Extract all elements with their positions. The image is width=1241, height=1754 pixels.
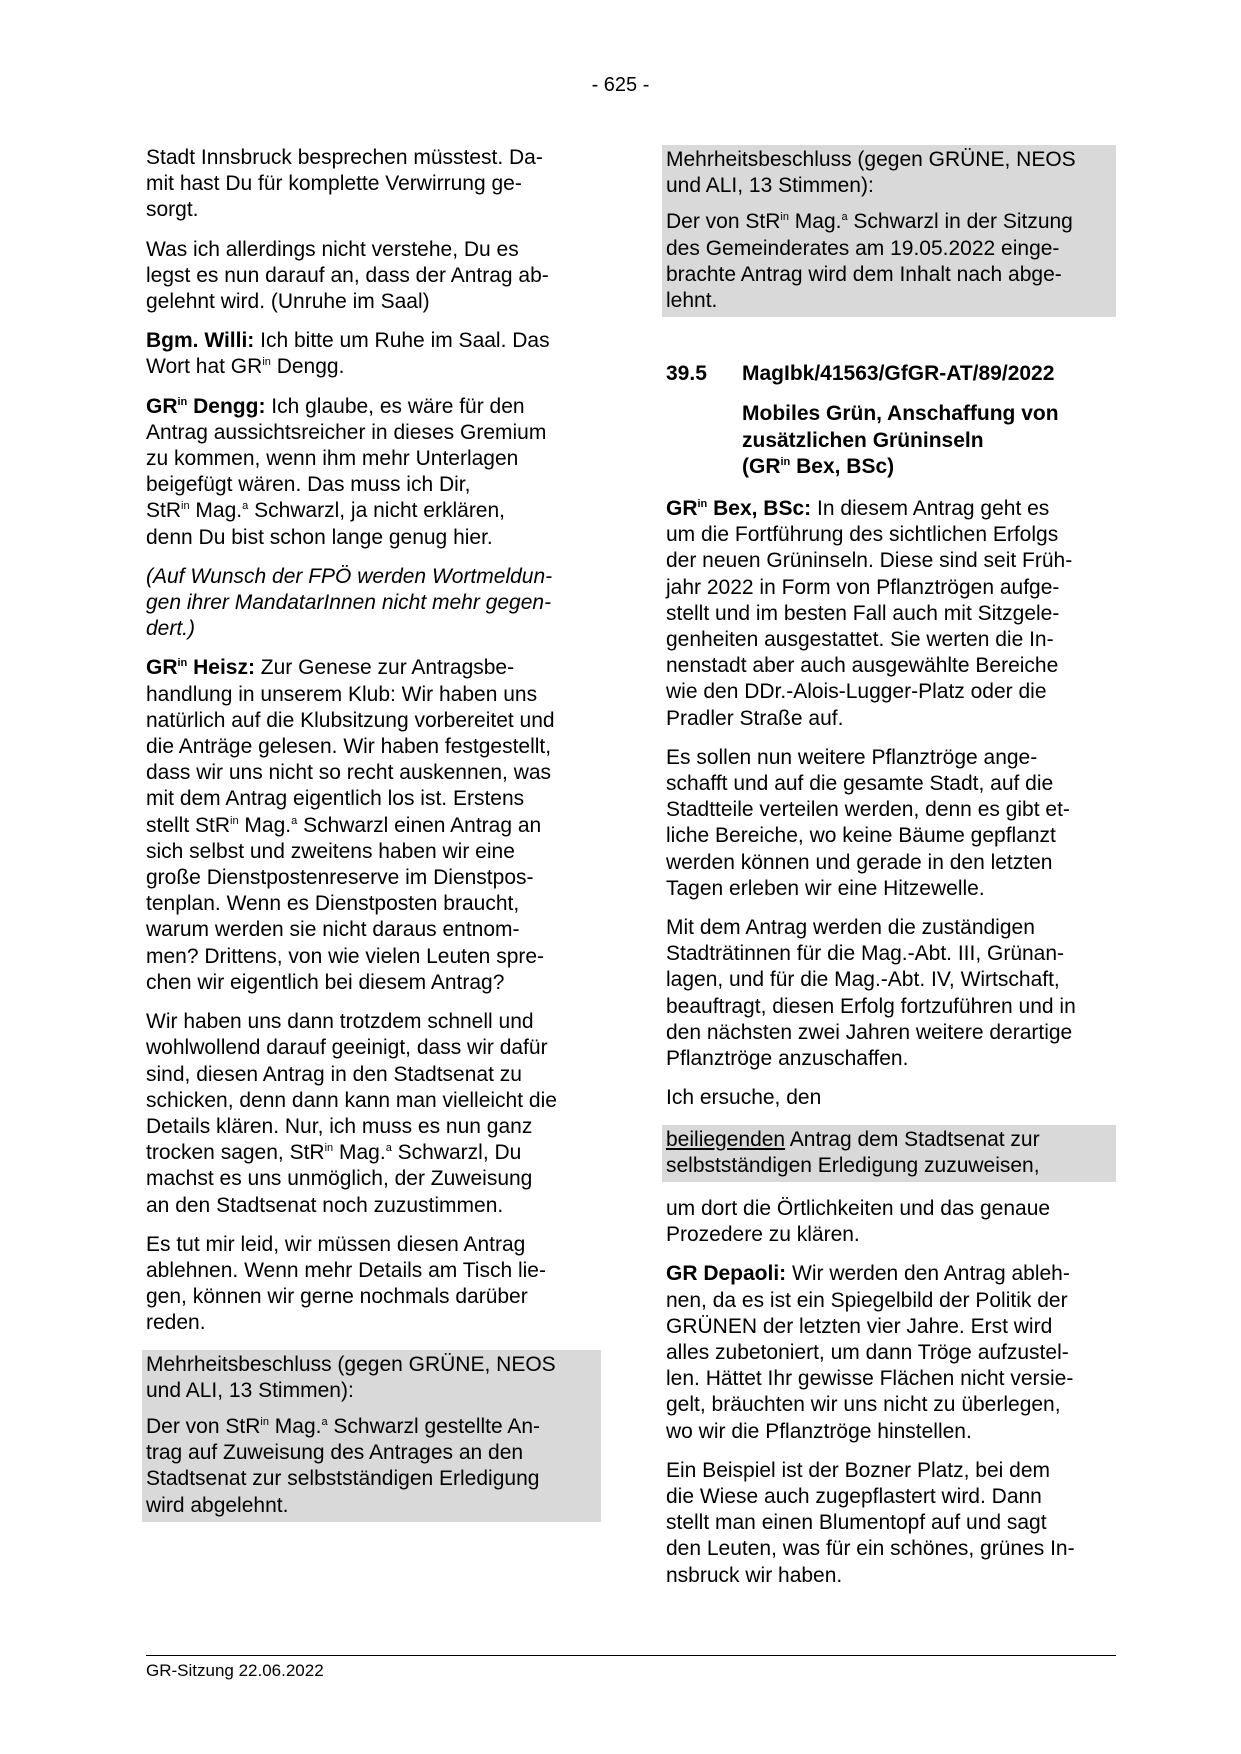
text-line: wird abgelehnt. xyxy=(146,1493,289,1517)
text-line: machst es uns unmöglich, der Zuweisung xyxy=(146,1167,533,1191)
text-line: handlung in unserem Klub: Wir haben uns xyxy=(146,682,538,706)
text-line: wie den DDr.-Alois-Lugger-Platz oder die xyxy=(666,680,1047,704)
text-line: Es sollen nun weitere Pflanztröge ange- xyxy=(666,745,1038,769)
text-line: men? Drittens, von wie vielen Leuten spre- xyxy=(146,944,545,968)
footer-rule xyxy=(146,1655,1116,1656)
text-line: warum werden sie nicht daraus entnom- xyxy=(146,918,520,942)
text-line: Details klären. Nur, ich muss es nun ganz xyxy=(146,1114,533,1138)
right-column xyxy=(666,145,1116,1589)
text-line: und ALI, 13 Stimmen): xyxy=(146,1378,354,1402)
text-line: len. Hättet Ihr gewisse Flächen nicht versie- xyxy=(666,1367,1074,1391)
text-line: legst es nun darauf an, dass der Antrag ab- xyxy=(146,263,549,287)
text-line: GR Depaoli: Wir werden den Antrag ableh- xyxy=(666,1262,1070,1286)
text-line: selbstständigen Erledigung zuzuweisen, xyxy=(666,1153,1040,1177)
text-line: Tagen erleben wir eine Hitzewelle. xyxy=(666,876,985,900)
agenda-item-code: MagIbk/41563/GfGR-AT/89/2022 xyxy=(742,362,1055,386)
text-line: trocken sagen, StR$^{in}$ Mag.$^a$ Schwarzl, Du xyxy=(146,1141,522,1165)
text-line: schafft und auf die gesamte Stadt, auf die xyxy=(666,772,1054,796)
text-line: stellt man einen Blumentopf auf und sagt xyxy=(666,1511,1047,1535)
text-line: jahr 2022 in Form von Pflanztrögen aufge- xyxy=(666,575,1060,599)
text-line: Ein Beispiel ist der Bozner Platz, bei dem xyxy=(666,1458,1051,1482)
spacer xyxy=(666,331,1116,361)
text-line: beiliegenden Antrag dem Stadtsenat zur xyxy=(666,1127,1040,1151)
page-number: - 625 - xyxy=(591,74,650,96)
text-line: die Wiese auch zugepflastert wird. Dann xyxy=(666,1484,1042,1508)
text-line: Bgm. Willi: Ich bitte um Ruhe im Saal. Das xyxy=(146,329,550,353)
text-line: um die Fortführung des sichtlichen Erfolgs xyxy=(666,523,1059,547)
text-line: stellt und im besten Fall auch mit Sitzgele- xyxy=(666,601,1060,625)
motion-box xyxy=(662,1125,1116,1182)
text-line: wo wir die Pflanztröge hinstellen. xyxy=(666,1419,972,1443)
text-line: ablehnen. Wenn mehr Details am Tisch lie- xyxy=(146,1258,546,1282)
text-line: Mehrheitsbeschluss (gegen GRÜNE, NEOS xyxy=(146,1352,556,1376)
footer-session-date: GR-Sitzung 22.06.2022 xyxy=(146,1661,324,1680)
paragraph-intro xyxy=(146,145,601,224)
text-line: Wir haben uns dann trotzdem schnell und xyxy=(146,1010,534,1034)
paragraph-assignment xyxy=(666,915,1116,1072)
paragraph-request xyxy=(666,1085,1116,1111)
text-line: gen ihrer MandatarInnen nicht mehr gegen- xyxy=(146,591,552,615)
text-line: nenstadt aber auch ausgewählte Bereiche xyxy=(666,654,1059,678)
decision-box xyxy=(662,145,1116,317)
text-line: den Leuten, was für ein schönes, grünes In- xyxy=(666,1537,1075,1561)
speaker-name: $GR^{in}$ Bex, BSc: xyxy=(666,497,812,521)
text-line: Mobiles Grün, Anschaffung von xyxy=(742,402,1059,426)
paragraph-not-understand xyxy=(146,237,601,316)
text-line: trag auf Zuweisung des Antrages an den xyxy=(146,1441,524,1465)
text-line: nsbruck wir haben. xyxy=(666,1563,843,1587)
text-line: (Auf Wunsch der FPÖ werden Wortmeldun- xyxy=(146,564,553,588)
speaker-name: $GR^{in}$ Dengg: xyxy=(146,394,266,418)
text-line: genheiten ausgestattet. Sie werten die In- xyxy=(666,628,1054,652)
agenda-item-number: 39.5 xyxy=(666,362,707,386)
text-line: stellt StR$^{in}$ Mag.$^a$ Schwarzl einen Antrag an xyxy=(146,813,542,837)
text-line: Der von StR$^{in}$ Mag.$^a$ Schwarzl gestellte An- xyxy=(146,1414,541,1438)
text-line: $GR^{in}$ Heisz: Zur Genese zur Antragsbe- xyxy=(146,656,515,680)
text-line: Der von StR$^{in}$ Mag.$^a$ Schwarzl in der Sitzung xyxy=(666,210,1073,234)
text-line: denn Du bist schon lange genug hier. xyxy=(146,525,493,549)
agenda-item-heading xyxy=(666,361,1116,480)
text-line: Ich ersuche, den xyxy=(666,1086,822,1110)
paragraph-depaoli xyxy=(666,1261,1116,1444)
text-line: Mehrheitsbeschluss (gegen GRÜNE, NEOS xyxy=(666,148,1076,171)
text-line: zusätzlichen Grüninseln xyxy=(742,428,984,452)
text-line: Wort hat $GR^{in}$ Dengg. xyxy=(146,355,345,379)
paragraph-dengg xyxy=(146,394,601,551)
text-line: mit hast Du für komplette Verwirrung ge- xyxy=(146,172,522,196)
text-line: wohlwollend darauf geeinigt, dass wir dafür xyxy=(146,1036,548,1060)
decision-text xyxy=(146,1414,595,1519)
paragraph-bex xyxy=(666,496,1116,732)
speaker-name: GR Depaoli: xyxy=(666,1262,787,1286)
text-line: gelehnt wird. (Unruhe im Saal) xyxy=(146,290,430,314)
text-line: gelt, bräuchten wir uns nicht zu überlegen, xyxy=(666,1393,1061,1417)
paragraph-heisz xyxy=(146,655,601,996)
text-line: liche Bereiche, wo keine Bäume gepflanzt xyxy=(666,824,1056,848)
text-line: zu kommen, wenn ihm mehr Unterlagen xyxy=(146,447,519,471)
text-line: beigefügt wären. Das muss ich Dir, xyxy=(146,473,471,497)
text-line: chen wir eigentlich bei diesem Antrag? xyxy=(146,970,505,994)
paragraph-fpo-note xyxy=(146,564,601,643)
text-line: Es tut mir leid, wir müssen diesen Antrag xyxy=(146,1232,526,1256)
decision-vote xyxy=(666,147,1110,199)
text-line: Stadtteile verteilen werden, denn es gibt et- xyxy=(666,798,1070,822)
text-line: lehnt. xyxy=(666,289,718,313)
text-line: sorgt. xyxy=(146,198,199,222)
speaker-name: $GR^{in}$ Heisz: xyxy=(146,656,255,680)
text-line: um dort die Örtlichkeiten und das genaue xyxy=(666,1196,1051,1220)
text-line: den nächsten zwei Jahren weitere derartige xyxy=(666,1020,1073,1044)
text-line: schicken, denn dann kann man vielleicht die xyxy=(146,1088,557,1112)
paragraph-bozner-platz xyxy=(666,1458,1116,1589)
speaker-name: Bgm. Willi: xyxy=(146,329,255,353)
text-line: Stadträtinnen für die Mag.-Abt. III, Grünan- xyxy=(666,942,1065,966)
text-line: dert.) xyxy=(146,617,196,641)
text-line: große Dienstpostenreserve im Dienstpos- xyxy=(146,866,534,890)
text-line: Mit dem Antrag werden die zuständigen xyxy=(666,916,1035,940)
paragraph-clarify xyxy=(666,1196,1116,1248)
text-line: sind, diesen Antrag in den Stadtsenat zu xyxy=(146,1062,522,1086)
text-line: tenplan. Wenn es Dienstposten braucht, xyxy=(146,892,520,916)
text-line: Pradler Straße auf. xyxy=(666,706,844,730)
text-line: gen, können wir gerne nochmals darüber xyxy=(146,1285,528,1309)
text-line: an den Stadtsenat noch zuzustimmen. xyxy=(146,1193,504,1217)
text-line: Prozedere zu klären. xyxy=(666,1223,860,1247)
text-line: mit dem Antrag eigentlich los ist. Erstens xyxy=(146,787,525,811)
text-line: die Anträge gelesen. Wir haben festgestellt, xyxy=(146,735,552,759)
text-line: beauftragt, diesen Erfolg fortzuführen und in xyxy=(666,994,1076,1018)
text-line: Pflanztröge anzuschaffen. xyxy=(666,1047,909,1071)
text-line: brachte Antrag wird dem Inhalt nach abge- xyxy=(666,262,1062,286)
text-line: StR$^{in}$ Mag.$^a$ Schwarzl, ja nicht erklären, xyxy=(146,499,506,523)
text-line: Stadt Innsbruck besprechen müsstest. Da- xyxy=(146,146,543,169)
text-line: $GR^{in}$ Dengg: Ich glaube, es wäre für den xyxy=(146,394,525,418)
text-line: dass wir uns nicht so recht auskennen, was xyxy=(146,761,552,785)
text-line: natürlich auf die Klubsitzung vorbereitet und xyxy=(146,708,555,732)
text-line: des Gemeinderates am 19.05.2022 einge- xyxy=(666,236,1060,260)
text-line: $GR^{in}$ Bex, BSc: In diesem Antrag geht es xyxy=(666,497,1050,521)
text-line: Was ich allerdings nicht verstehe, Du es xyxy=(146,237,519,261)
decision-box xyxy=(142,1350,601,1522)
text-line: reden. xyxy=(146,1311,206,1335)
paragraph-sorry xyxy=(146,1232,601,1337)
agenda-item-title xyxy=(742,401,1116,480)
text-line: nen, da es ist ein Spiegelbild der Politik der xyxy=(666,1288,1068,1312)
text-line: werden können und gerade in den letzten xyxy=(666,850,1053,874)
left-column xyxy=(146,145,601,1536)
text-line: Antrag aussichtsreicher in dieses Gremium xyxy=(146,420,547,444)
decision-vote xyxy=(146,1352,595,1404)
text-line: lagen, und für die Mag.-Abt. IV, Wirtschaft, xyxy=(666,968,1060,992)
decision-text xyxy=(666,209,1110,314)
text-line: der neuen Grüninseln. Diese sind seit Früh- xyxy=(666,549,1073,573)
text-line: alles zubetoniert, um dann Tröge aufzustel- xyxy=(666,1340,1069,1364)
text-line: Stadtsenat zur selbstständigen Erledigung xyxy=(146,1467,540,1491)
text-line: ($GR^{in}$ Bex, BSc) xyxy=(742,454,895,478)
text-line: sich selbst und zweitens haben wir eine xyxy=(146,839,515,863)
underlined-term: beiliegenden xyxy=(666,1127,786,1151)
paragraph-more-planters xyxy=(666,745,1116,902)
paragraph-agreement xyxy=(146,1009,601,1219)
text-line: und ALI, 13 Stimmen): xyxy=(666,174,874,198)
text-line: GRÜNEN der letzten vier Jahre. Erst wird xyxy=(666,1314,1053,1338)
paragraph-willi xyxy=(146,328,601,380)
